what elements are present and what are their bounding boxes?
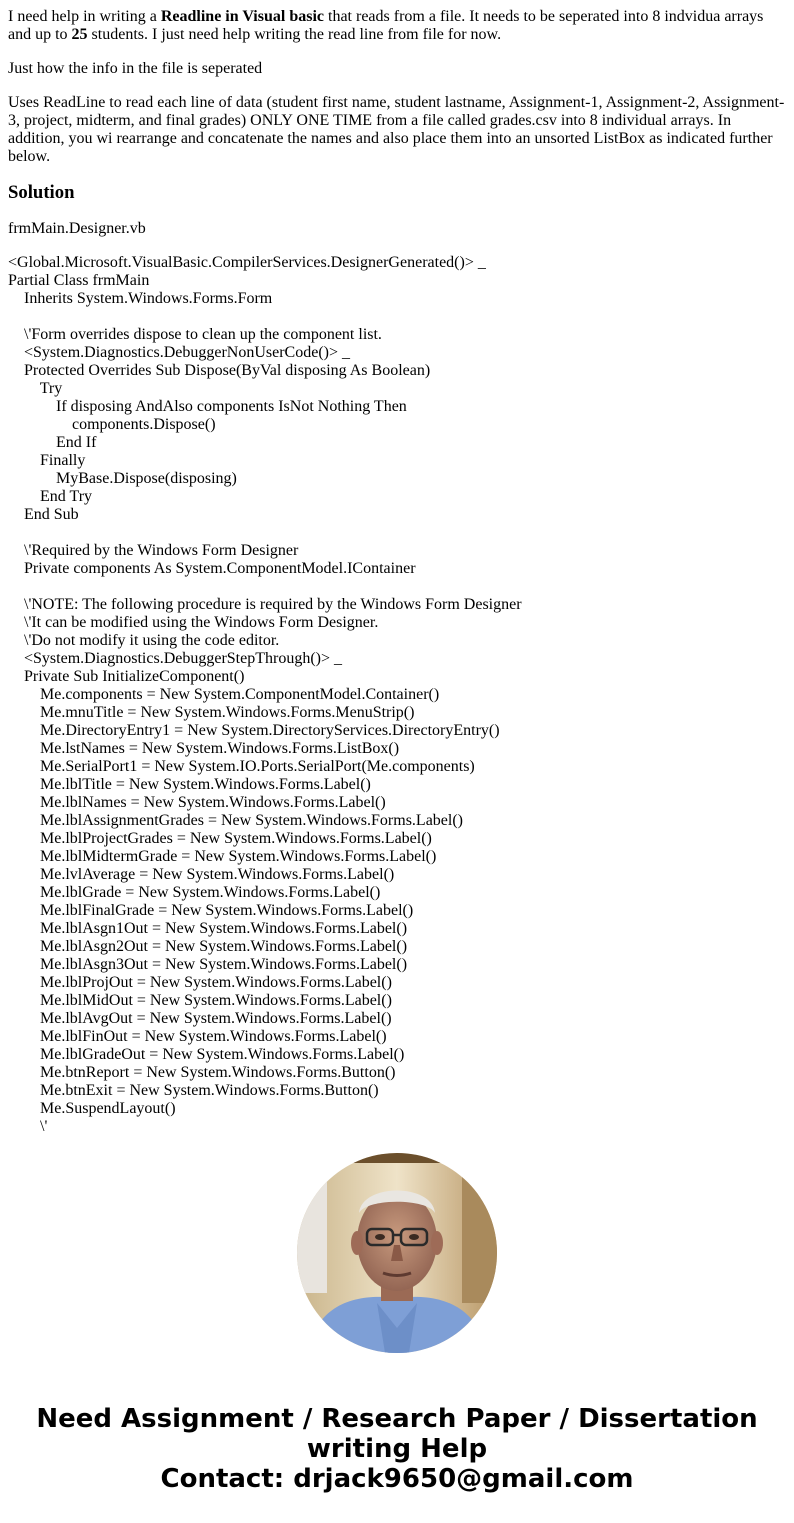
- code-line: [8, 308, 788, 326]
- intro-text-mid: that reads from a file. It needs to be seperated into 8 indvidua arrays and up to: [8, 8, 764, 43]
- code-line: Me.mnuTitle = New System.Windows.Forms.MenuStrip(): [8, 704, 415, 721]
- intro-text-post: students. I just need help writing the read line from file for now.: [87, 26, 502, 43]
- code-line: Me.lblMidtermGrade = New System.Windows.Forms.Label(): [8, 848, 437, 865]
- code-line: Me.DirectoryEntry1 = New System.DirectoryServices.DirectoryEntry(): [8, 722, 500, 739]
- code-line: Me.lblAvgOut = New System.Windows.Forms.Label(): [8, 1010, 392, 1027]
- code-line: Inherits System.Windows.Forms.Form: [8, 290, 273, 307]
- code-line: Me.lstNames = New System.Windows.Forms.ListBox(): [8, 740, 400, 757]
- code-line: Me.btnReport = New System.Windows.Forms.Button(): [8, 1064, 396, 1081]
- code-line: End Try: [8, 488, 93, 505]
- code-line: <System.Diagnostics.DebuggerNonUserCode()> _: [8, 344, 350, 361]
- code-line: Me.lblProjOut = New System.Windows.Forms.Label(): [8, 974, 392, 991]
- code-line: Me.lblGrade = New System.Windows.Forms.Label(): [8, 884, 381, 901]
- code-line: \'It can be modified using the Windows Form Designer.: [8, 614, 379, 631]
- question-subline: Just how the info in the file is seperated: [8, 60, 263, 77]
- author-photo: [297, 1153, 497, 1353]
- code-line: components.Dispose(): [8, 416, 216, 433]
- code-line: Me.lblMidOut = New System.Windows.Forms.Label(): [8, 992, 392, 1009]
- solution-filename: frmMain.Designer.vb: [8, 220, 146, 237]
- code-line: \'Do not modify it using the code editor.: [8, 632, 280, 649]
- code-line: \': [8, 1118, 48, 1134]
- code-line: MyBase.Dispose(disposing): [8, 470, 237, 487]
- author-avatar: [297, 1153, 497, 1353]
- code-line: \'NOTE: The following procedure is required by the Windows Form Designer: [8, 596, 522, 613]
- code-line: Try: [8, 380, 63, 397]
- code-line: Partial Class frmMain: [8, 272, 150, 289]
- code-line: Private Sub InitializeComponent(): [8, 668, 245, 685]
- footer-contact: Contact: drjack9650@gmail.com: [160, 1464, 634, 1494]
- code-line: <Global.Microsoft.VisualBasic.CompilerServices.DesignerGenerated()> _: [8, 254, 486, 271]
- question-details: Uses ReadLine to read each line of data (student first name, student lastname, Assignment-1, Assignment-2, Assignment-3, project, midterm, and final grades) ONLY ONE TIME from a file called grades.csv into 8 individual arrays. In addition, you wi rearrange and concatenate the names and also place them into an unsorted ListBox as indicated further below.: [8, 94, 785, 165]
- code-line: Me.lblAsgn2Out = New System.Windows.Forms.Label(): [8, 938, 408, 955]
- code-line: Finally: [8, 452, 86, 469]
- document-body: [8, 8, 788, 1134]
- code-line: Me.btnExit = New System.Windows.Forms.Button(): [8, 1082, 379, 1099]
- code-line: Me.lblAsgn1Out = New System.Windows.Forms.Label(): [8, 920, 408, 937]
- code-line: Me.lblGradeOut = New System.Windows.Forms.Label(): [8, 1046, 405, 1063]
- footer-line-2: writing Help: [306, 1434, 488, 1464]
- code-line: \'Required by the Windows Form Designer: [8, 542, 299, 559]
- code-line: Me.components = New System.ComponentModel.Container(): [8, 686, 440, 703]
- code-line: <System.Diagnostics.DebuggerStepThrough()> _: [8, 650, 342, 667]
- code-line: Me.lblAsgn3Out = New System.Windows.Forms.Label(): [8, 956, 408, 973]
- code-line: [8, 578, 788, 596]
- code-line: Me.lblFinalGrade = New System.Windows.Forms.Label(): [8, 902, 414, 919]
- code-line: Me.lvlAverage = New System.Windows.Forms.Label(): [8, 866, 395, 883]
- code-line: Protected Overrides Sub Dispose(ByVal disposing As Boolean): [8, 362, 431, 379]
- intro-bold-count: 25: [71, 26, 88, 43]
- code-line: Private components As System.ComponentModel.IContainer: [8, 560, 416, 577]
- code-line: Me.lblTitle = New System.Windows.Forms.Label(): [8, 776, 371, 793]
- code-line: Me.lblFinOut = New System.Windows.Forms.Label(): [8, 1028, 387, 1045]
- intro-bold-readline: Readline in Visual basic: [160, 8, 324, 25]
- code-line: Me.lblAssignmentGrades = New System.Windows.Forms.Label(): [8, 812, 463, 829]
- code-line: [8, 524, 788, 542]
- code-line: If disposing AndAlso components IsNot Nothing Then: [8, 398, 407, 415]
- footer-line-1: Need Assignment / Research Paper / Dissertation: [36, 1404, 758, 1434]
- intro-text-pre: I need help in writing a: [8, 8, 161, 25]
- code-line: \'Form overrides dispose to clean up the component list.: [8, 326, 382, 343]
- code-line: End If: [8, 434, 97, 451]
- promo-footer: [0, 1404, 794, 1494]
- solution-heading: Solution: [8, 182, 75, 203]
- code-block: [8, 254, 788, 1134]
- code-line: Me.SerialPort1 = New System.IO.Ports.SerialPort(Me.components): [8, 758, 475, 775]
- code-line: Me.SuspendLayout(): [8, 1100, 176, 1117]
- code-line: Me.lblProjectGrades = New System.Windows.Forms.Label(): [8, 830, 432, 847]
- code-line: Me.lblNames = New System.Windows.Forms.Label(): [8, 794, 386, 811]
- question-intro: [8, 8, 788, 44]
- code-line: End Sub: [8, 506, 79, 523]
